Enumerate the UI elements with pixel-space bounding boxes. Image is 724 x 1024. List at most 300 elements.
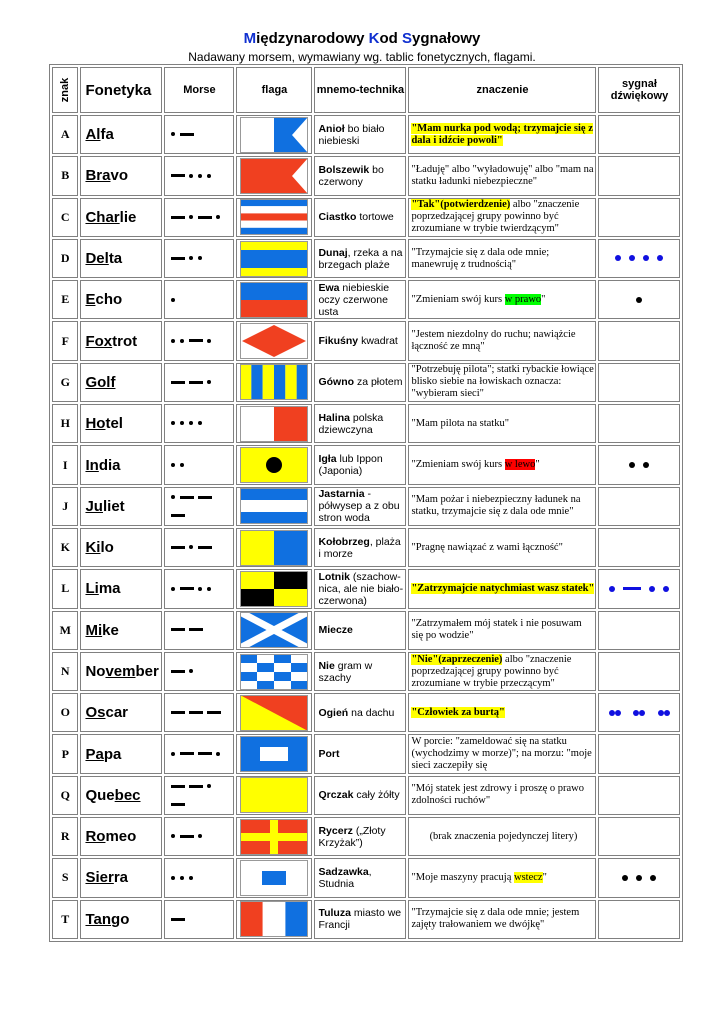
phonetic-stressed: Os xyxy=(85,704,106,722)
morse-dot xyxy=(189,876,193,880)
sound-dot xyxy=(629,255,635,261)
flag-cell xyxy=(236,569,312,608)
mnemonic-keyword: Ewa xyxy=(318,281,340,294)
sound-signal-cell xyxy=(598,487,680,526)
morse-dot xyxy=(171,876,175,880)
meaning-text: "Tak"(potwierdzenie) xyxy=(411,199,511,211)
phonetic-cell xyxy=(80,734,162,773)
phonetic-cell xyxy=(80,858,162,897)
phonetic-cell xyxy=(80,900,162,939)
table-row xyxy=(52,528,680,567)
letter-cell: C xyxy=(52,198,78,237)
phonetic-rest: lo xyxy=(100,539,114,557)
morse-cell xyxy=(164,569,234,608)
sound-signal-cell xyxy=(598,445,680,484)
meaning-cell xyxy=(408,404,596,443)
flag-cell xyxy=(236,321,312,360)
morse-cell xyxy=(164,280,234,319)
mnemonic-cell xyxy=(314,198,406,237)
mnemonic-cell xyxy=(314,734,406,773)
phonetic-stressed: Ju xyxy=(85,497,103,515)
letter-cell: N xyxy=(52,652,78,691)
meaning-text: "Nie"(zaprzeczenie) xyxy=(411,653,503,665)
phonetic-rest: ma xyxy=(98,580,121,598)
sound-signal-cell xyxy=(598,115,680,154)
phonetic-rest: car xyxy=(105,704,129,722)
sound-dot xyxy=(636,875,642,881)
flag-november-icon xyxy=(240,654,308,690)
table-row xyxy=(52,900,680,939)
mnemonic-keyword: Igła xyxy=(318,453,337,466)
meaning-text: "Trzymajcie się z dala ode mnie; jestem zajęty trałowaniem we dwójkę" xyxy=(411,907,580,931)
meaning-text: "Człowiek za burtą" xyxy=(411,706,505,718)
phonetic-cell xyxy=(80,363,162,402)
morse-dot xyxy=(171,421,175,425)
morse-dot xyxy=(207,380,211,384)
phonetic-stressed: Sier xyxy=(85,869,114,887)
morse-dot xyxy=(171,463,175,467)
meaning-text: albo "znaczenie poprzedzającej grupy powinno być zrozumiane w trybie przeczącym" xyxy=(411,653,572,689)
mnemonic-rest: za płotem xyxy=(354,376,403,389)
mnemonic-rest: cały żółty xyxy=(353,789,400,802)
header-mnemo: mnemo-technika xyxy=(314,67,406,113)
header-morse: Morse xyxy=(164,67,234,113)
mnemonic-keyword: Ciastko xyxy=(318,211,357,224)
table-row xyxy=(52,363,680,402)
flag-cell xyxy=(236,239,312,278)
header-fonetyka: Fonetyka xyxy=(80,67,162,113)
sound-signal-cell xyxy=(598,404,680,443)
sound-signal-cell xyxy=(598,569,680,608)
letter-cell: K xyxy=(52,528,78,567)
morse-dot xyxy=(198,587,202,591)
morse-dash xyxy=(189,628,203,631)
phonetic-cell xyxy=(80,404,162,443)
meaning-cell xyxy=(408,734,596,773)
sound-dot xyxy=(643,255,649,261)
morse-cell xyxy=(164,156,234,195)
sound-dot xyxy=(657,255,663,261)
phonetic-cell xyxy=(80,280,162,319)
mnemonic-keyword: Rycerz xyxy=(318,824,353,837)
mnemonic-cell xyxy=(314,900,406,939)
flag-cell xyxy=(236,858,312,897)
mnemonic-rest: bo czerwony xyxy=(318,163,384,188)
flag-bravo-icon xyxy=(240,158,308,194)
meaning-cell xyxy=(408,239,596,278)
phonetic-stressed: Pa xyxy=(85,745,104,763)
morse-cell xyxy=(164,487,234,526)
sound-dot xyxy=(639,710,645,716)
meaning-text: "Mój statek jest zdrowy i proszę o prawo zdolności ruchów" xyxy=(411,783,585,807)
mnemonic-rest: , Studnia xyxy=(318,865,372,890)
phonetic-stressed: Al xyxy=(85,126,101,144)
phonetic-rest: ta xyxy=(108,250,123,268)
morse-dash xyxy=(180,835,194,838)
phonetic-cell xyxy=(80,487,162,526)
morse-dash xyxy=(189,711,203,714)
meaning-cell xyxy=(408,363,596,402)
phonetic-rest: cho xyxy=(95,291,123,309)
meaning-cell xyxy=(408,198,596,237)
phonetic-rest: ber xyxy=(135,663,159,680)
phonetic-rest: liet xyxy=(102,497,125,515)
mnemonic-cell xyxy=(314,858,406,897)
meaning-text: "Zmieniam swój kurs xyxy=(411,293,505,305)
letter-cell: A xyxy=(52,115,78,154)
meaning-text: "Ładuję" albo "wyładowuję" albo "mam na statku ładunki niebezpieczne" xyxy=(411,163,594,187)
table-row xyxy=(52,239,680,278)
sound-signal-cell xyxy=(598,239,680,278)
phonetic-stressed: Tan xyxy=(85,910,112,928)
mnemonic-rest: polska dziewczyna xyxy=(318,411,384,436)
header-znaczenie: znaczenie xyxy=(408,67,596,113)
flag-hotel-icon xyxy=(240,406,308,442)
mnemonic-keyword: Qrczak xyxy=(318,789,354,802)
morse-dot xyxy=(189,545,193,549)
morse-dash xyxy=(198,496,212,499)
signal-code-table xyxy=(49,64,683,942)
flag-alfa-icon xyxy=(240,117,308,153)
morse-cell xyxy=(164,404,234,443)
mnemonic-cell xyxy=(314,652,406,691)
morse-dot xyxy=(189,421,193,425)
meaning-text: "Zatrzymajcie natychmiast wasz statek" xyxy=(411,582,595,594)
phonetic-stressed: Ro xyxy=(85,828,106,846)
meaning-text: "Zatrzymałem mój statek i nie posuwam się po wodzie" xyxy=(411,618,582,642)
sound-signal-cell xyxy=(598,734,680,773)
phonetic-rest: ra xyxy=(113,869,129,887)
flag-oscar-icon xyxy=(240,695,308,731)
letter-cell: I xyxy=(52,445,78,484)
flag-cell xyxy=(236,900,312,939)
flag-romeo-icon xyxy=(240,819,308,855)
flag-cell xyxy=(236,445,312,484)
phonetic-rest: vo xyxy=(110,167,128,185)
meaning-text: "Moje maszyny pracują xyxy=(411,871,515,883)
phonetic-stressed: Mi xyxy=(85,621,103,639)
meaning-text: "Mam pożar i niebezpieczny ładunek na statku, trzymajcie się z dala ode mnie" xyxy=(411,494,581,518)
phonetic-rest: go xyxy=(111,910,130,928)
meaning-cell xyxy=(408,115,596,154)
meaning-cell xyxy=(408,528,596,567)
flag-cell xyxy=(236,776,312,815)
table-row xyxy=(52,569,680,608)
phonetic-cell xyxy=(80,776,162,815)
mnemonic-cell xyxy=(314,115,406,154)
morse-dash xyxy=(189,785,203,788)
morse-dash xyxy=(198,546,212,549)
table-row xyxy=(52,321,680,360)
flag-papa-icon xyxy=(240,736,308,772)
meaning-text: "Mam pilota na statku" xyxy=(411,417,509,429)
table-row xyxy=(52,776,680,815)
letter-cell: G xyxy=(52,363,78,402)
phonetic-rest: fa xyxy=(100,126,114,144)
table-row xyxy=(52,445,680,484)
mnemonic-cell xyxy=(314,817,406,856)
morse-cell xyxy=(164,652,234,691)
morse-cell xyxy=(164,363,234,402)
mnemonic-rest: , plaża i morze xyxy=(318,535,401,560)
phonetic-cell xyxy=(80,445,162,484)
morse-dash xyxy=(198,216,212,219)
table-row xyxy=(52,693,680,732)
morse-dash xyxy=(171,918,185,921)
meaning-cell xyxy=(408,817,596,856)
flag-cell xyxy=(236,280,312,319)
morse-dot xyxy=(216,752,220,756)
morse-dot xyxy=(189,256,193,260)
meaning-cell xyxy=(408,652,596,691)
morse-dot xyxy=(189,174,193,178)
morse-dash xyxy=(180,496,194,499)
mnemonic-rest: („Złoty Krzyżak”) xyxy=(318,824,386,849)
table-row xyxy=(52,734,680,773)
morse-dash xyxy=(171,257,185,260)
phonetic-stressed: E xyxy=(85,291,96,309)
letter-cell: B xyxy=(52,156,78,195)
morse-dot xyxy=(171,339,175,343)
sound-signal-cell xyxy=(598,156,680,195)
morse-dot xyxy=(216,215,220,219)
mnemonic-cell xyxy=(314,487,406,526)
letter-cell: D xyxy=(52,239,78,278)
phonetic-stressed: Char xyxy=(85,208,120,226)
flag-quebec-icon xyxy=(240,777,308,813)
sound-dot xyxy=(649,586,655,592)
mnemonic-cell xyxy=(314,569,406,608)
table-row xyxy=(52,858,680,897)
letter-cell: L xyxy=(52,569,78,608)
mnemonic-keyword: Fikuśny xyxy=(318,335,359,348)
mnemonic-keyword: Tuluza xyxy=(318,907,351,920)
table-row xyxy=(52,115,680,154)
flag-cell xyxy=(236,115,312,154)
meaning-cell xyxy=(408,569,596,608)
phonetic-cell xyxy=(80,528,162,567)
sound-signal-cell xyxy=(598,776,680,815)
meaning-cell xyxy=(408,611,596,650)
morse-dot xyxy=(171,298,175,302)
letter-cell: T xyxy=(52,900,78,939)
flag-india-icon xyxy=(240,447,308,483)
phonetic-prefix: Que xyxy=(85,786,115,804)
meaning-cell xyxy=(408,445,596,484)
flag-charlie-icon xyxy=(240,199,308,235)
flag-cell xyxy=(236,198,312,237)
morse-dot xyxy=(207,174,211,178)
phonetic-stressed: Ki xyxy=(85,539,101,557)
sound-signal-cell xyxy=(598,652,680,691)
mnemonic-cell xyxy=(314,528,406,567)
morse-dot xyxy=(180,876,184,880)
sound-signal-cell xyxy=(598,611,680,650)
flag-juliet-icon xyxy=(240,488,308,524)
mnemonic-rest: lub Ippon (Japonia) xyxy=(318,453,383,478)
morse-dot xyxy=(171,834,175,838)
morse-dash xyxy=(171,546,185,549)
flag-cell xyxy=(236,734,312,773)
letter-cell: O xyxy=(52,693,78,732)
morse-cell xyxy=(164,776,234,815)
mnemonic-keyword: Ogień xyxy=(318,706,349,719)
mnemonic-rest: miasto we Francji xyxy=(318,907,402,932)
letter-cell: M xyxy=(52,611,78,650)
mnemonic-cell xyxy=(314,693,406,732)
phonetic-cell xyxy=(80,321,162,360)
mnemonic-keyword: Anioł xyxy=(318,122,345,135)
meaning-text: " xyxy=(535,459,540,471)
meaning-text: " xyxy=(542,871,547,883)
meaning-text: w lewo xyxy=(504,459,536,471)
morse-dot xyxy=(207,587,211,591)
mnemonic-keyword: Gówno xyxy=(318,376,355,389)
morse-dash xyxy=(198,752,212,755)
morse-cell xyxy=(164,528,234,567)
table-row xyxy=(52,487,680,526)
morse-cell xyxy=(164,239,234,278)
phonetic-rest: lie xyxy=(119,208,137,226)
meaning-cell xyxy=(408,858,596,897)
sound-dot xyxy=(650,875,656,881)
morse-cell xyxy=(164,445,234,484)
meaning-cell xyxy=(408,156,596,195)
phonetic-cell xyxy=(80,817,162,856)
mnemonic-cell xyxy=(314,239,406,278)
meaning-text: "Pragnę nawiązać z wami łączność" xyxy=(411,541,563,553)
phonetic-stressed: bec xyxy=(114,786,141,804)
letter-cell: S xyxy=(52,858,78,897)
flag-cell xyxy=(236,156,312,195)
meaning-text: "Trzymajcie się z dala ode mnie; manewruję z trudnością" xyxy=(411,246,550,270)
meaning-cell xyxy=(408,900,596,939)
mnemonic-keyword: Bolszewik xyxy=(318,163,370,176)
morse-dash xyxy=(171,514,185,517)
flag-mike-icon xyxy=(240,612,308,648)
header-sygnal: sygnał dźwiękowy xyxy=(598,67,680,113)
phonetic-cell xyxy=(80,239,162,278)
mnemonic-cell xyxy=(314,280,406,319)
meaning-cell xyxy=(408,487,596,526)
morse-dash xyxy=(171,803,185,806)
phonetic-stressed: Golf xyxy=(85,373,116,391)
sound-dot xyxy=(609,586,615,592)
phonetic-stressed: Li xyxy=(85,580,99,598)
mnemonic-rest: tortowe xyxy=(356,211,394,224)
letter-cell: P xyxy=(52,734,78,773)
mnemonic-rest: na dachu xyxy=(348,706,395,719)
morse-dash xyxy=(180,133,194,136)
phonetic-rest: tel xyxy=(105,415,123,433)
header-flaga: flaga xyxy=(236,67,312,113)
phonetic-cell xyxy=(80,569,162,608)
morse-dot xyxy=(198,174,202,178)
morse-cell xyxy=(164,734,234,773)
sound-signal-cell xyxy=(598,363,680,402)
phonetic-stressed: Fox xyxy=(85,332,113,350)
table-row xyxy=(52,198,680,237)
table-row xyxy=(52,280,680,319)
morse-dot xyxy=(198,421,202,425)
flag-cell xyxy=(236,528,312,567)
flag-delta-icon xyxy=(240,241,308,277)
mnemonic-rest: - półwysep a z obu stron woda xyxy=(318,488,400,525)
mnemonic-cell xyxy=(314,611,406,650)
sound-dot xyxy=(664,710,670,716)
morse-dash xyxy=(171,785,185,788)
morse-cell xyxy=(164,858,234,897)
morse-dash xyxy=(171,216,185,219)
flag-cell xyxy=(236,487,312,526)
mnemonic-keyword: Nie xyxy=(318,659,335,672)
morse-dot xyxy=(189,215,193,219)
mnemonic-rest: niebieskie oczy czerwone usta xyxy=(318,281,390,318)
letter-cell: Q xyxy=(52,776,78,815)
morse-cell xyxy=(164,693,234,732)
morse-dash xyxy=(171,628,185,631)
phonetic-rest: pa xyxy=(103,745,122,763)
morse-cell xyxy=(164,115,234,154)
morse-dash xyxy=(207,711,221,714)
morse-dot xyxy=(180,421,184,425)
morse-dot xyxy=(171,587,175,591)
letter-cell: F xyxy=(52,321,78,360)
flag-kilo-icon xyxy=(240,530,308,566)
mnemonic-keyword: Dunaj xyxy=(318,246,348,259)
morse-dash xyxy=(171,711,185,714)
sound-dot xyxy=(615,710,621,716)
meaning-cell xyxy=(408,776,596,815)
page-subtitle: Nadawany morsem, wymawiany wg. tablic fonetycznych, flagami. xyxy=(188,50,536,64)
morse-dash xyxy=(189,339,203,342)
meaning-text: " xyxy=(541,293,546,305)
mnemonic-keyword: Halina xyxy=(318,411,350,424)
morse-dot xyxy=(198,834,202,838)
meaning-text: "Potrzebuję pilota"; statki rybackie łowiące blisko siebie na łowiskach oznacza: "wybieram sieci" xyxy=(411,364,594,400)
phonetic-cell xyxy=(80,611,162,650)
sound-signal-cell xyxy=(598,900,680,939)
sound-signal-cell xyxy=(598,817,680,856)
morse-dot xyxy=(207,784,211,788)
phonetic-cell xyxy=(80,156,162,195)
meaning-cell xyxy=(408,693,596,732)
sound-signal-cell xyxy=(598,858,680,897)
phonetic-stressed: Ho xyxy=(85,415,106,433)
table-row xyxy=(52,652,680,691)
phonetic-cell xyxy=(80,693,162,732)
morse-dash xyxy=(180,752,194,755)
phonetic-stressed: vem xyxy=(105,663,136,680)
mnemonic-keyword: Miecze xyxy=(318,624,353,637)
sound-dot xyxy=(615,255,621,261)
morse-cell xyxy=(164,817,234,856)
morse-dot xyxy=(207,339,211,343)
flag-tango-icon xyxy=(240,901,308,937)
morse-dot xyxy=(180,339,184,343)
table-body xyxy=(52,115,680,939)
page-title: Międzynarodowy Kod Sygnałowy xyxy=(243,30,481,47)
letter-cell: J xyxy=(52,487,78,526)
meaning-text: wstecz xyxy=(514,871,543,883)
sound-signal-cell xyxy=(598,528,680,567)
morse-dot xyxy=(180,463,184,467)
morse-dot xyxy=(198,256,202,260)
mnemonic-cell xyxy=(314,321,406,360)
sound-signal-cell xyxy=(598,280,680,319)
morse-dash xyxy=(189,381,203,384)
meaning-cell xyxy=(408,280,596,319)
